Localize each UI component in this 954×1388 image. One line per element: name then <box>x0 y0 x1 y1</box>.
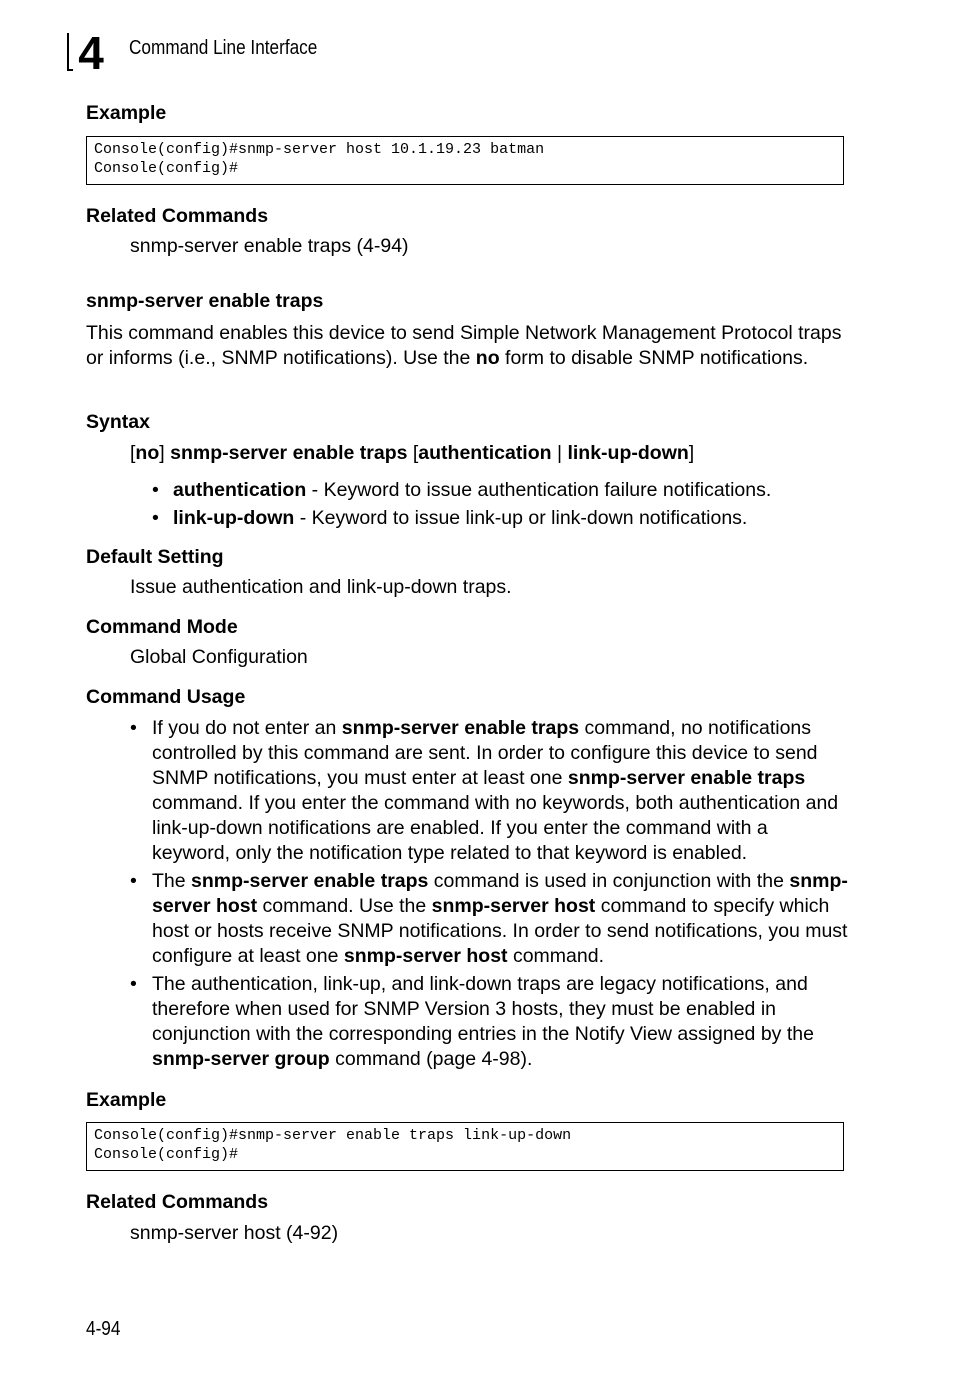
code-example-1 <box>86 136 844 185</box>
related-commands-heading: Related Commands <box>86 205 269 227</box>
syntax-keyword-list <box>152 476 852 532</box>
syntax-heading: Syntax <box>86 411 150 433</box>
default-setting-text: Issue authentication and link-up-down traps. <box>130 576 512 598</box>
code-example-2 <box>86 1122 844 1171</box>
command-usage-heading: Command Usage <box>86 686 246 708</box>
usage-item: • If you do not enter an snmp-server enable traps command, no notifications controlled by this command are sent. In order to configure this device to send SNMP notifications, you must enter at least one snmp-server enable traps command. If you enter the command with no keywords, both authentication and link-up-down notifications are enabled. If you enter the command with a keyword, only the notification type related to that keyword is enabled. <box>130 716 850 866</box>
usage-item: • The snmp-server enable traps command is used in conjunction with the snmp-server host command. Use the snmp-server host command to specify which host or hosts receive SNMP notifications. In order to send notifications, you must configure at least one snmp-server host command. <box>130 869 850 969</box>
related-command-link[interactable]: snmp-server enable traps (4-94) <box>130 235 409 257</box>
example-heading: Example <box>86 102 167 124</box>
related-commands-heading: Related Commands <box>86 1191 269 1213</box>
syntax-keyword-item: • link-up-down - Keyword to issue link-up or link-down notifications. <box>152 504 852 532</box>
default-setting-heading: Default Setting <box>86 546 224 568</box>
usage-item: • The authentication, link-up, and link-down traps are legacy notifications, and therefore when used for SNMP Version 3 hosts, they must be enabled in conjunction with the corresponding entries in the Notify View assigned by the snmp-server group command (page 4-98). <box>130 972 850 1072</box>
syntax-line: [no] snmp-server enable traps [authentication | link-up-down] <box>130 442 695 464</box>
related-command-link[interactable]: snmp-server host (4-92) <box>130 1222 339 1244</box>
page-number: 4-94 <box>86 1318 121 1340</box>
chapter-number-badge <box>67 33 111 71</box>
code-line: Console(config)#snmp-server host 10.1.19.23 batman <box>94 141 545 158</box>
code-line: Console(config)#snmp-server enable traps link-up-down <box>94 1127 572 1144</box>
syntax-keyword-item: • authentication - Keyword to issue authentication failure notifications. <box>152 476 852 504</box>
example-heading: Example <box>86 1089 167 1111</box>
command-mode-text: Global Configuration <box>130 646 308 668</box>
header-title: Command Line Interface <box>129 37 318 59</box>
chapter-number: 4 <box>78 33 104 71</box>
code-line: Console(config)# <box>94 1146 239 1163</box>
code-line: Console(config)# <box>94 160 239 177</box>
command-usage-list <box>130 716 850 1075</box>
command-title: snmp-server enable traps <box>86 290 324 312</box>
command-description: This command enables this device to send Simple Network Management Protocol traps or informs (i.e., SNMP notifications). Use the no form to disable SNMP notifications. <box>86 322 842 369</box>
command-mode-heading: Command Mode <box>86 616 238 638</box>
